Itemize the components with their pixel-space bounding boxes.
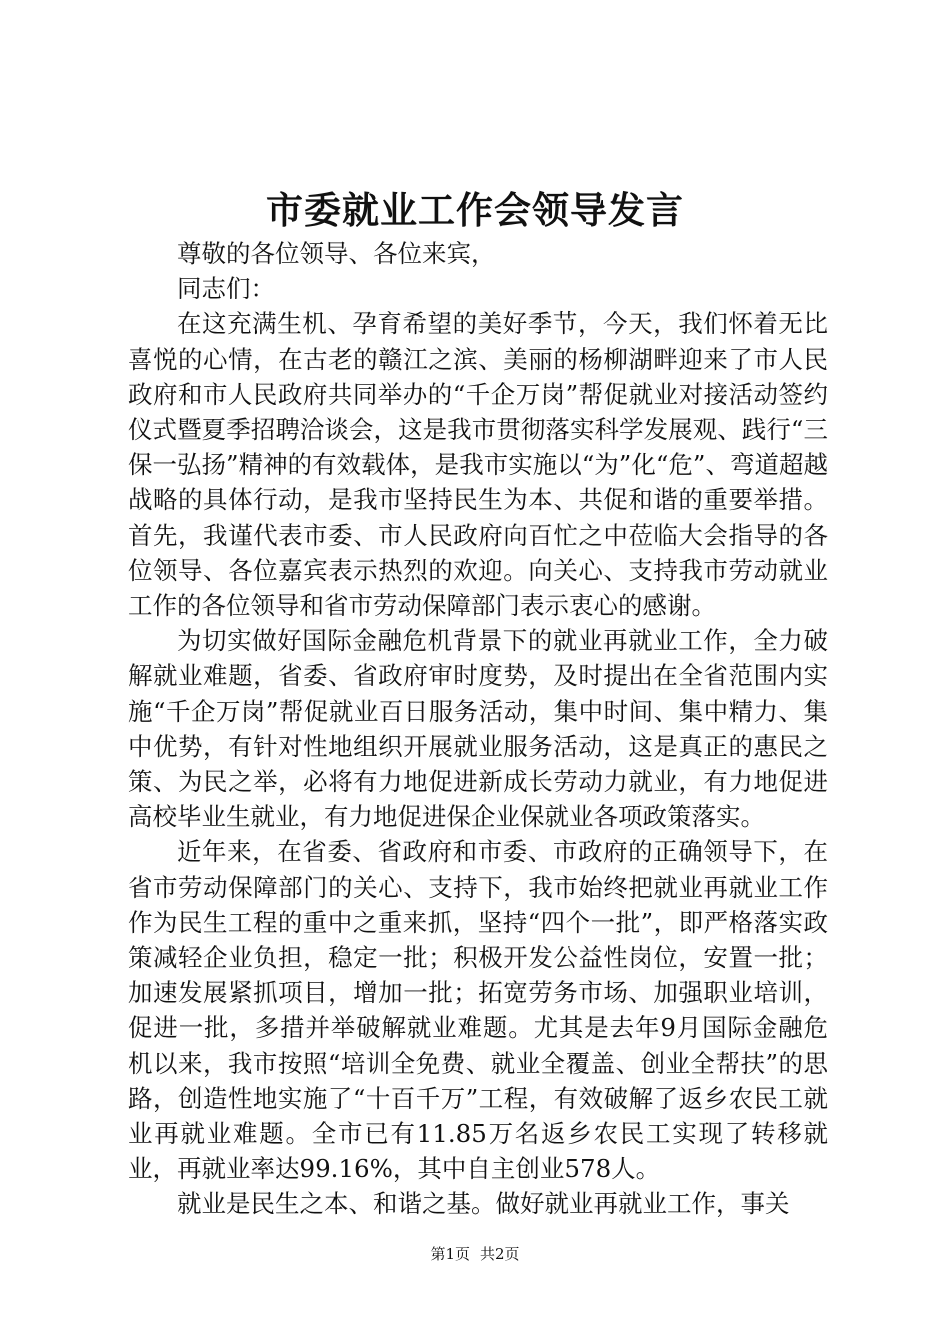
page-number: 第1页: [430, 1245, 470, 1263]
body-paragraph: 近年来，在省委、省政府和市委、市政府的正确领导下，在省市劳动保障部门的关心、支持下，我市始终把就业再就业工作作为民生工程的重中之重来抓，坚持“四个一批”，即严格落实政策减轻企业负担，稳定一批；积极开发公益性岗位，安置一批；加速发展紧抓项目，增加一批；拓宽劳务市场、加强职业培训，促进一批，多措并举破解就业难题。尤其是去年9月国际金融危机以来，我市按照“培训全免费、就业全覆盖、创业全帮扶”的思路，创造性地实施了“十百千万”工程，有效破解了返乡农民工就业再就业难题。全市已有11.85万名返乡农民工实现了转移就业，再就业率达99.16%，其中自主创业578人。: [128, 837, 828, 1184]
page-total: 共2页: [480, 1245, 520, 1263]
salutation-guests: 尊敬的各位领导、各位来宾，: [177, 239, 496, 268]
body-paragraph: 就业是民生之本、和谐之基。做好就业再就业工作，事关: [177, 1189, 790, 1219]
body-paragraph: 为切实做好国际金融危机背景下的就业再就业工作，全力破解就业难题，省委、省政府审时度势，及时提出在全省范围内实施“千企万岗”帮促就业百日服务活动，集中时间、集中精力、集中优势，有针对性地组织开展就业服务活动，这是真正的惠民之策、为民之举，必将有力地促进新成长劳动力就业，有力地促进高校毕业生就业，有力地促进保企业保就业各项政策落实。: [128, 626, 828, 832]
document-body: [128, 236, 828, 1222]
salutation-comrades: 同志们：: [177, 274, 275, 304]
document-title: 市委就业工作会领导发言: [266, 188, 684, 232]
body-paragraph: 在这充满生机、孕育希望的美好季节，今天，我们怀着无比喜悦的心情，在古老的赣江之滨、美丽的杨柳湖畔迎来了市人民政府和市人民政府共同举办的“千企万岗”帮促就业对接活动签约仪式暨夏季招聘洽谈会，这是我市贯彻落实科学发展观、践行“三保一弘扬”精神的有效载体，是我市实施以“为”化“危”、弯道超越战略的具体行动，是我市坚持民生为本、共促和谐的重要举措。首先，我谨代表市委、市人民政府向百忙之中莅临大会指导的各位领导、各位嘉宾表示热烈的欢迎。向关心、支持我市劳动就业工作的各位领导和省市劳动保障部门表示衷心的感谢。: [128, 309, 828, 621]
page-footer: [0, 1244, 950, 1264]
